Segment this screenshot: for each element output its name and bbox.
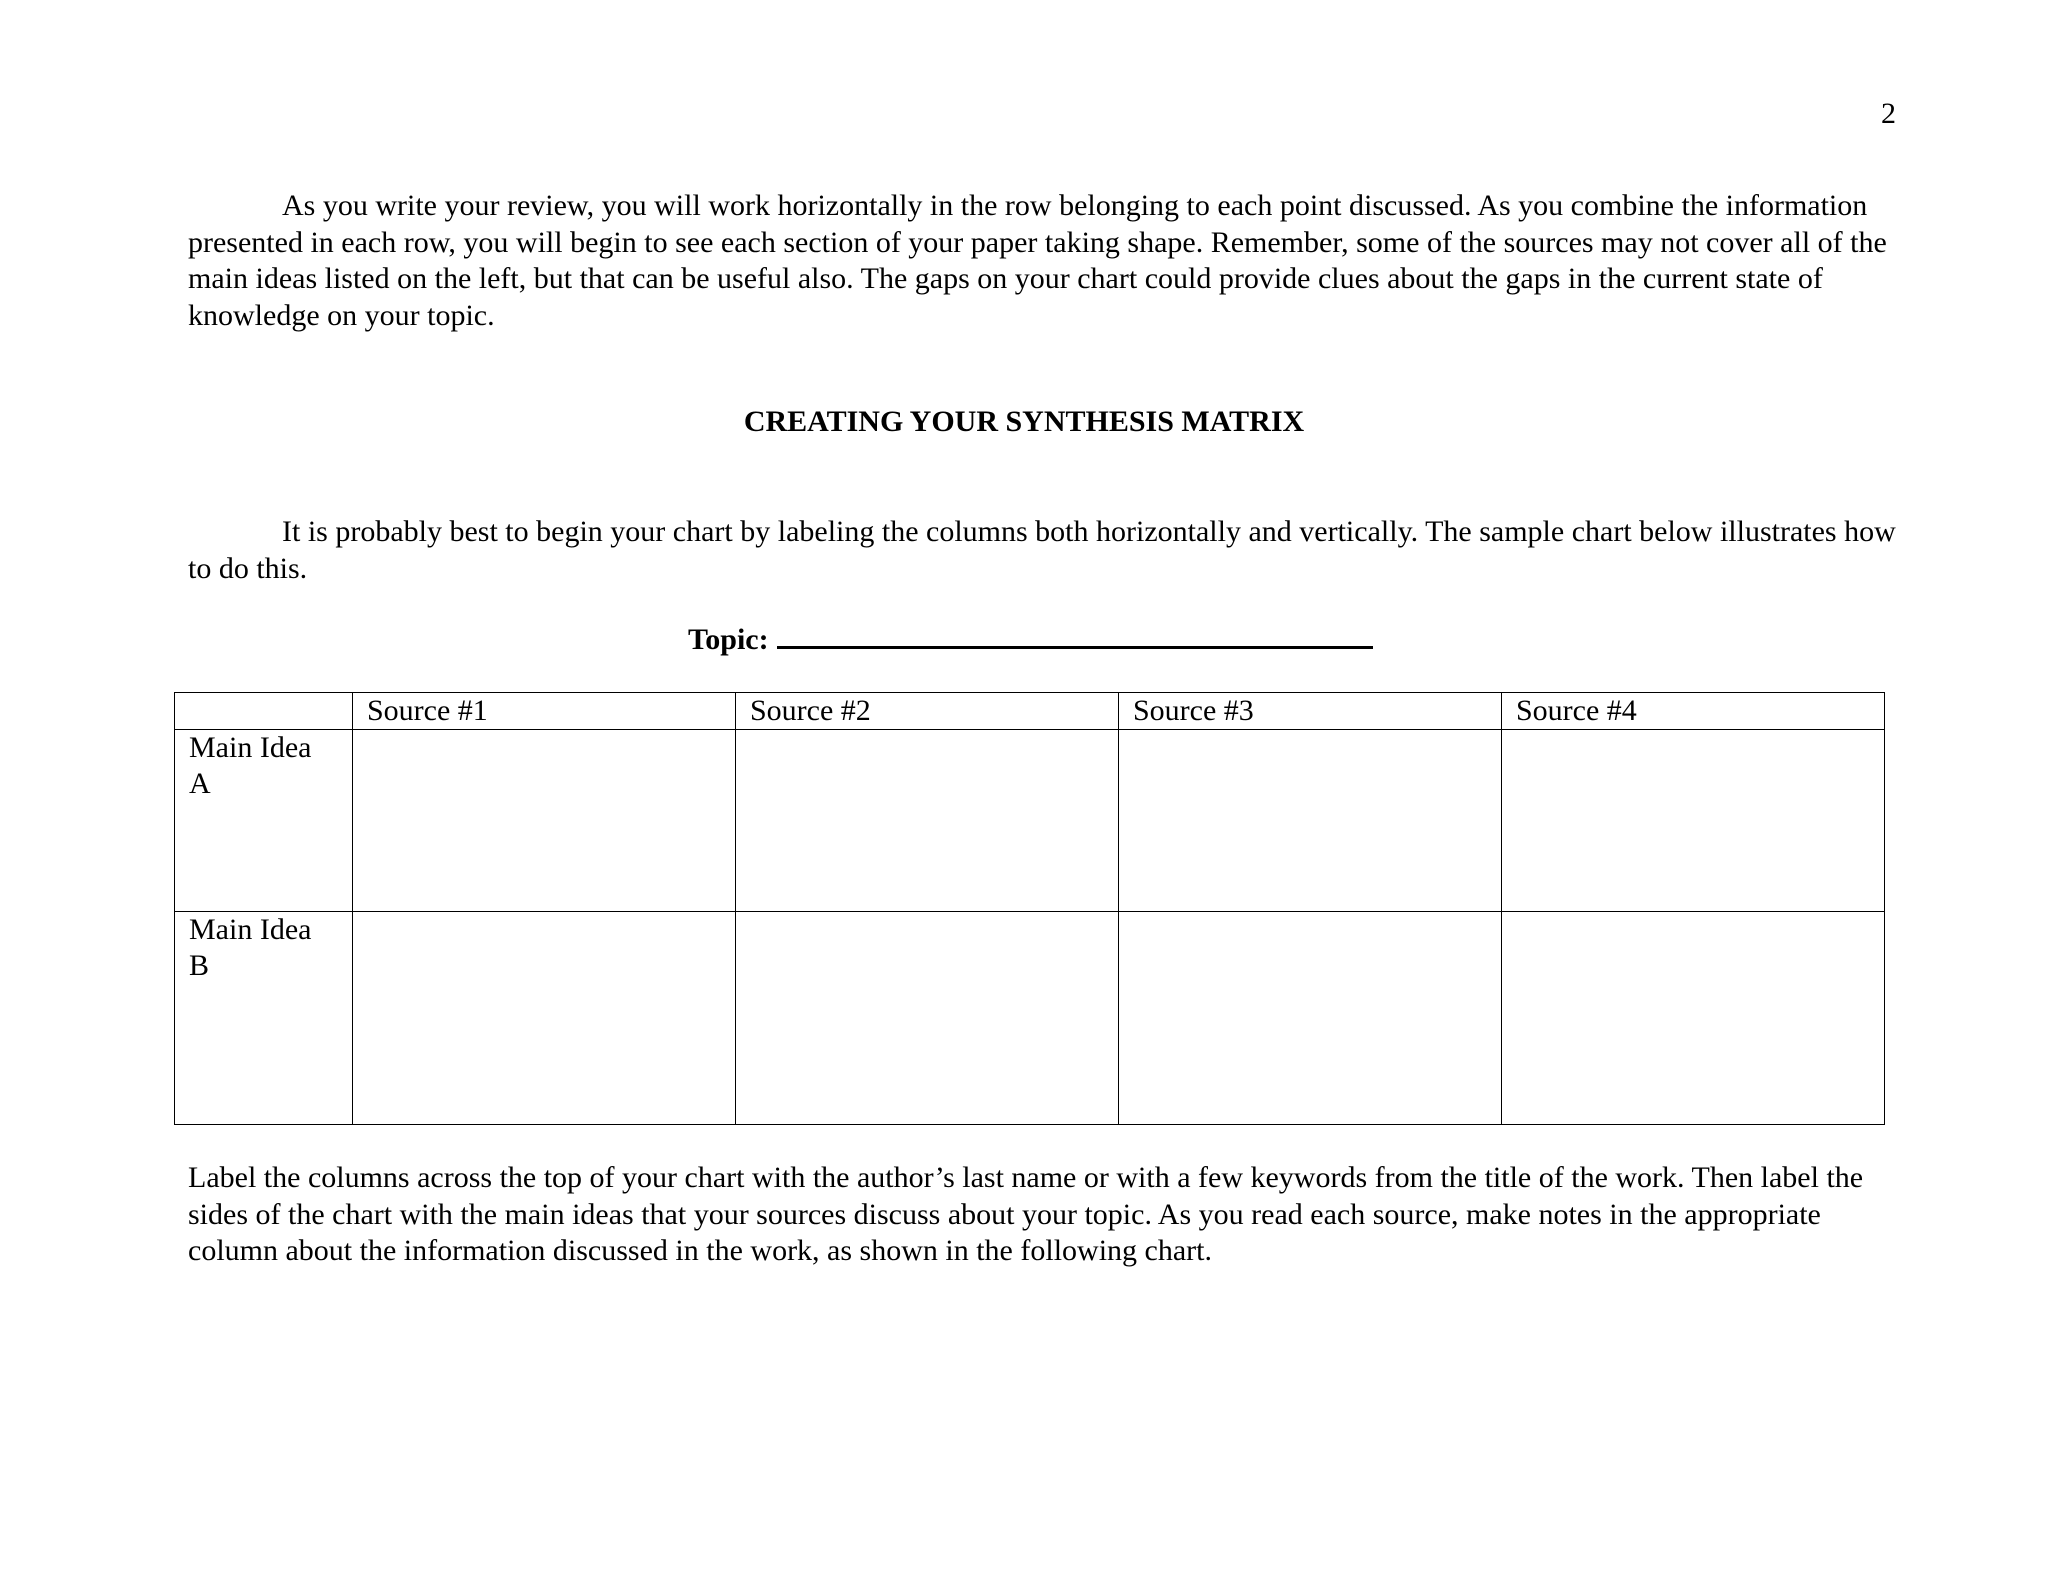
table-cell	[1502, 730, 1885, 912]
table-cell	[736, 912, 1119, 1125]
intro-paragraph-text: As you write your review, you will work horizontally in the row belonging to each point discussed. As you combine the information presented in each row, you will begin to see each section of your paper taking shape. Remember, some of the sources may not cover all of the main ideas listed on the left, but that can be useful also. The gaps on your chart could provide clues about the gaps in the current state of knowledge on your topic.	[188, 189, 1887, 332]
column-header-source-2: Source #2	[736, 693, 1119, 730]
table-cell	[1502, 912, 1885, 1125]
intro-paragraph	[188, 188, 1908, 334]
topic-blank-line	[777, 620, 1373, 649]
column-header-source-3: Source #3	[1119, 693, 1502, 730]
topic-label: Topic:	[688, 623, 769, 656]
table-cell	[353, 912, 736, 1125]
instruction-paragraph-text: It is probably best to begin your chart by labeling the columns both horizontally and vertically. The sample chart below illustrates how to do this.	[188, 515, 1896, 585]
section-heading: CREATING YOUR SYNTHESIS MATRIX	[743, 405, 1305, 438]
table-header-row	[175, 693, 1885, 730]
table-cell	[353, 730, 736, 912]
table-cell	[736, 730, 1119, 912]
page-number: 2	[1881, 97, 1896, 130]
column-header-source-4: Source #4	[1502, 693, 1885, 730]
topic-line	[688, 620, 1373, 658]
table-row-main-idea-b	[175, 912, 1885, 1125]
table-cell	[1119, 730, 1502, 912]
column-header-source-1: Source #1	[353, 693, 736, 730]
closing-paragraph: Label the columns across the top of your chart with the author’s last name or with a few keywords from the title of the work. Then label the sides of the chart with the main ideas that your sources discuss about your topic. As you read each source, make notes in the appropriate column about the information discussed in the work, as shown in the following chart.	[188, 1161, 1864, 1267]
row-label-main-idea-b: Main Idea B	[175, 912, 353, 1125]
instruction-paragraph	[188, 514, 1908, 587]
row-label-main-idea-a: Main Idea A	[175, 730, 353, 912]
table-cell	[1119, 912, 1502, 1125]
synthesis-matrix-table	[174, 692, 1885, 1125]
table-corner-cell	[175, 693, 353, 730]
table-row-main-idea-a	[175, 730, 1885, 912]
